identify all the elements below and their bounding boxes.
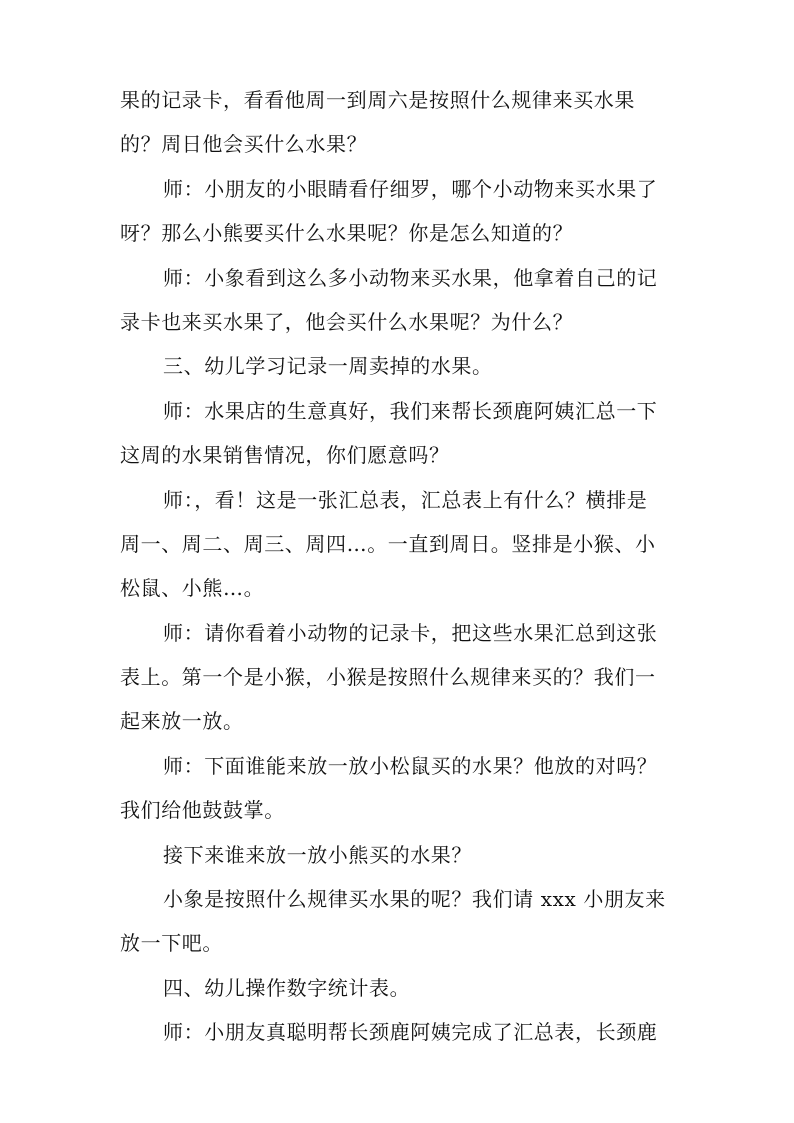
- section-heading: 四、幼儿操作数字统计表。: [163, 975, 411, 1000]
- text-line: 小象是按照什么规律买水果的呢？我们请 xxx 小朋友来: [163, 887, 666, 912]
- text-line: 师：，看！这是一张汇总表，汇总表上有什么？横排是: [163, 487, 648, 512]
- text-line: 松鼠、小熊…。: [120, 576, 265, 601]
- document-body: [120, 78, 680, 1055]
- text-line: 这周的水果销售情况，你们愿意吗？: [120, 443, 450, 468]
- section-heading: 三、幼儿学习记录一周卖掉的水果。: [163, 354, 493, 379]
- text-line: 师：小朋友真聪明帮长颈鹿阿姨完成了汇总表，长颈鹿: [163, 1020, 658, 1045]
- text-line: 接下来谁来放一放小熊买的水果？: [163, 842, 472, 867]
- text-line: 录卡也来买水果了，他会买什么水果呢？为什么？: [120, 309, 574, 334]
- text-line: 周一、周二、周三、周四…。一直到周日。竖排是小猴、小: [120, 531, 656, 556]
- text-line: 师：小象看到这么多小动物来买水果，他拿着自己的记: [163, 265, 658, 290]
- text-line: 起来放一放。: [120, 709, 244, 734]
- text-line: 师：请你看着小动物的记录卡，把这些水果汇总到这张: [163, 620, 658, 645]
- text-line: 师：小朋友的小眼睛看仔细罗，哪个小动物来买水果了: [163, 176, 658, 201]
- text-line: 师：下面谁能来放一放小松鼠买的水果？他放的对吗？: [163, 753, 658, 778]
- text-line: 我们给他鼓鼓掌。: [120, 798, 285, 823]
- text-line: 表上。第一个是小猴，小猴是按照什么规律来买的？我们一: [120, 665, 656, 690]
- text-line: 果的记录卡，看看他周一到周六是按照什么规律来买水果: [120, 88, 635, 112]
- text-line: 呀？那么小熊要买什么水果呢？你是怎么知道的？: [120, 221, 574, 246]
- text-line: 放一下吧。: [120, 931, 223, 956]
- text-line: 师：水果店的生意真好，我们来帮长颈鹿阿姨汇总一下: [163, 398, 658, 423]
- text-line: 的？周日他会买什么水果？: [120, 132, 368, 157]
